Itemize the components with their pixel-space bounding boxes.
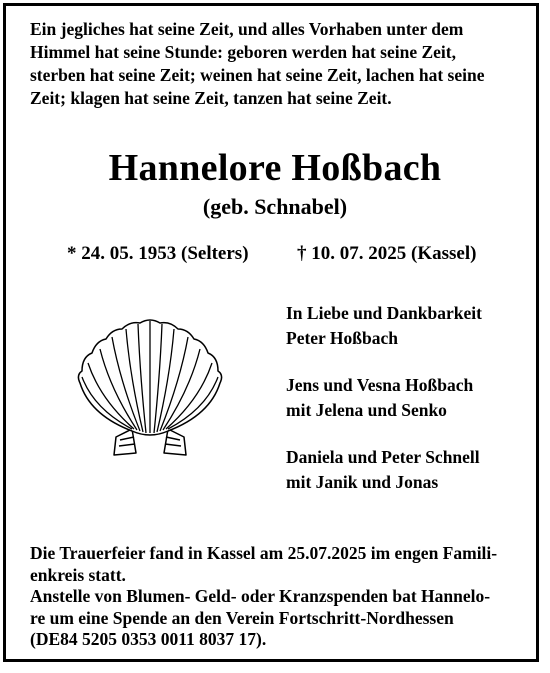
notice-line: Anstelle von Blumen- Geld- oder Kranzspenden bat Hannelo- (30, 586, 491, 606)
mourner-line: Daniela und Peter Schnell (286, 447, 480, 467)
mourner-line: Peter Hoßbach (286, 328, 398, 348)
verse-line: sterben hat seine Zeit; weinen hat seine Zeit, lachen hat seine (30, 65, 485, 85)
notice-line: enkreis statt. (30, 564, 126, 585)
mourner-group (286, 373, 526, 423)
mourner-line: In Liebe und Dankbarkeit (286, 303, 482, 323)
verse-line: Himmel hat seine Stunde: geboren werden hat seine Zeit, (30, 42, 456, 62)
mourner-line: mit Janik und Jonas (286, 472, 439, 492)
notice-line: (DE84 5205 0353 0011 8037 17). (30, 629, 267, 649)
mourner-line: Jens und Vesna Hoßbach (286, 375, 474, 395)
notice-line: Die Trauerfeier fand in Kassel am 25.07.2025 im engen Famili- (30, 543, 498, 563)
mourner-group (286, 445, 526, 495)
funeral-notice (30, 543, 530, 651)
scallop-shell-icon (70, 305, 230, 465)
maiden-name: (geb. Schnabel) (202, 194, 348, 219)
birth-date: * 24. 05. 1953 (Selters) (67, 243, 249, 264)
mourner-group (286, 301, 526, 351)
mourner-line: mit Jelena und Senko (286, 400, 447, 420)
deceased-name: Hannelore Hoßbach (108, 147, 442, 189)
verse-line: Ein jegliches hat seine Zeit, und alles Vorhaben unter dem (30, 19, 464, 39)
death-date: † 10. 07. 2025 (Kassel) (297, 243, 477, 264)
verse-line: Zeit; klagen hat seine Zeit, tanzen hat seine Zeit. (30, 88, 392, 108)
mourners-list (286, 301, 526, 517)
verse-quote (30, 18, 520, 110)
notice-line: re um eine Spende an den Verein Fortschritt-Nordhessen (30, 607, 454, 628)
